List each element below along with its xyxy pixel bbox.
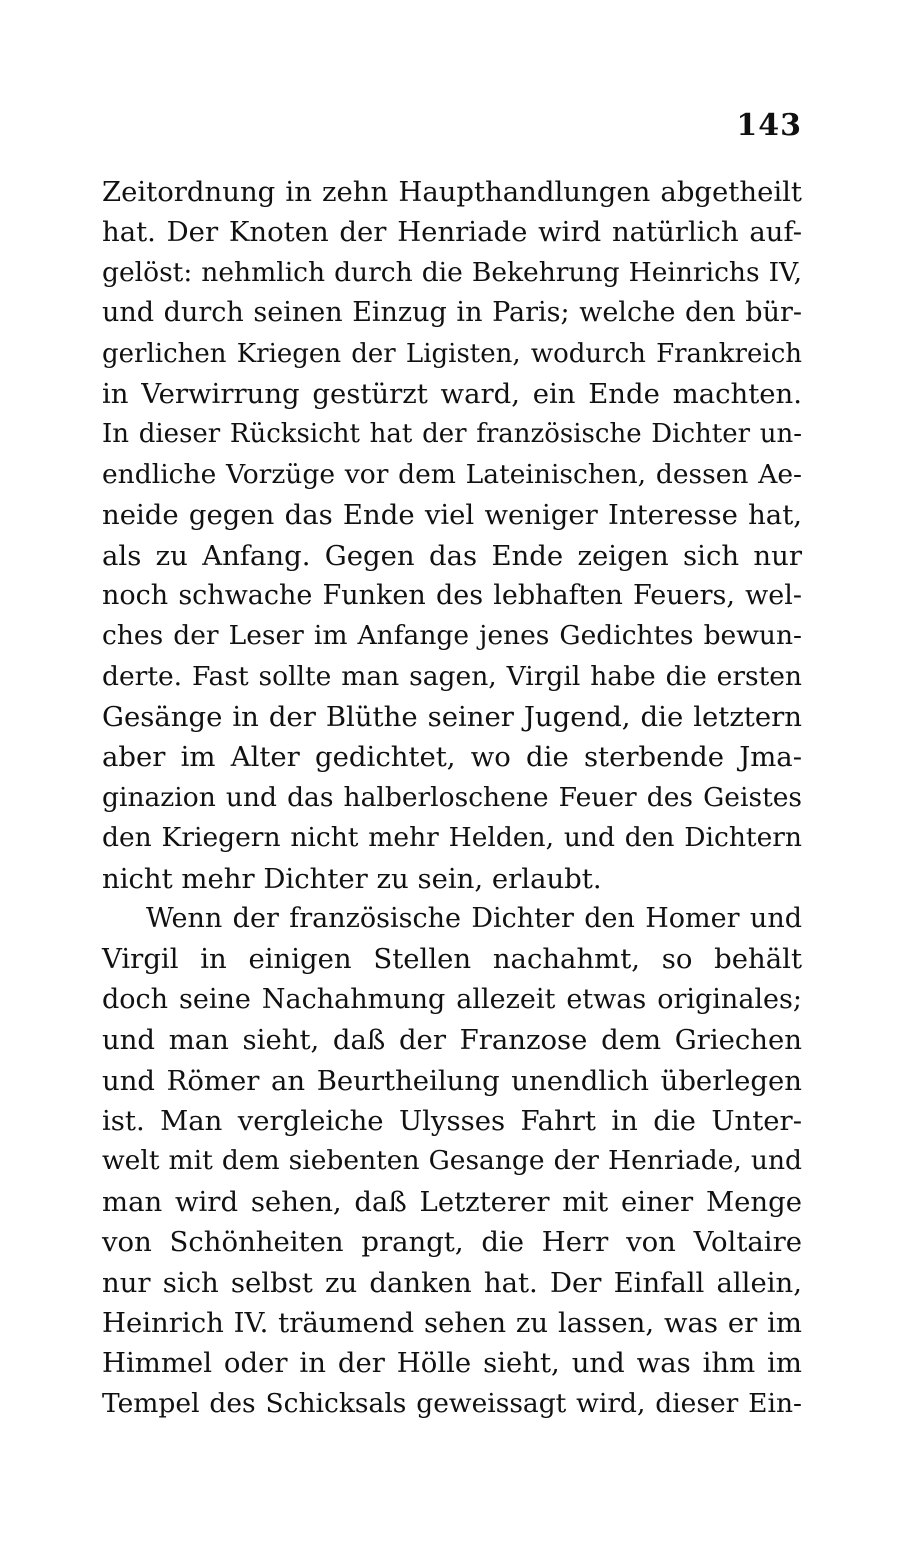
text-line: von Schönheiten prangt, die Herr von Voltaire bbox=[102, 1226, 802, 1259]
text-line: doch seine Nachahmung allezeit etwas originales; bbox=[102, 983, 802, 1015]
text-line: ginazion und das halberloschene Feuer des Geistes bbox=[102, 781, 802, 813]
text-line: den Kriegern nicht mehr Helden, und den Dichtern bbox=[102, 822, 802, 854]
text-line: hat. Der Knoten der Henriade wird natürlich auf- bbox=[102, 216, 802, 249]
text-line: als zu Anfang. Gegen das Ende zeigen sich nur bbox=[102, 539, 802, 572]
text-line: neide gegen das Ende viel weniger Interesse hat, bbox=[102, 499, 802, 532]
text-line: endliche Vorzüge vor dem Lateinischen, dessen Ae- bbox=[102, 458, 802, 490]
page-number: 143 bbox=[736, 108, 802, 143]
text-line: und Römer an Beurtheilung unendlich überlegen bbox=[102, 1064, 802, 1097]
paragraph-2 bbox=[102, 899, 802, 1424]
text-line: nur sich selbst zu danken hat. Der Einfall allein, bbox=[102, 1266, 802, 1299]
text-line: Virgil in einigen Stellen nachahmt, so behält bbox=[102, 943, 802, 976]
text-line: ist. Man vergleiche Ulysses Fahrt in die Unter- bbox=[102, 1104, 802, 1137]
text-line: man wird sehen, daß Letzterer mit einer Menge bbox=[102, 1185, 802, 1218]
text-line: Zeitordnung in zehn Haupthandlungen abgetheilt bbox=[102, 176, 802, 208]
text-line: In dieser Rücksicht hat der französische Dichter un- bbox=[102, 419, 802, 450]
text-line: gerlichen Kriegen der Ligisten, wodurch Frankreich bbox=[102, 338, 802, 369]
text-line: und durch seinen Einzug in Paris; welche den bür- bbox=[102, 297, 802, 329]
text-line: in Verwirrung gestürzt ward, ein Ende machten. bbox=[102, 377, 802, 410]
text-line: Wenn der französische Dichter den Homer und bbox=[146, 903, 802, 935]
text-line: Heinrich IV. träumend sehen zu lassen, was er im bbox=[102, 1306, 802, 1339]
text-line: welt mit dem siebenten Gesange der Henriade, und bbox=[102, 1145, 802, 1177]
text-line: Tempel des Schicksals geweissagt wird, dieser Ein- bbox=[102, 1387, 802, 1419]
text-line: gelöst: nehmlich durch die Bekehrung Heinrichs IV, bbox=[102, 256, 802, 288]
text-line: aber im Alter gedichtet, wo die sterbende Jma- bbox=[102, 741, 802, 774]
text-line: nicht mehr Dichter zu sein, erlaubt. bbox=[102, 862, 602, 895]
text-line: Himmel oder in der Hölle sieht, und was ihm im bbox=[102, 1347, 802, 1380]
text-line: ches der Leser im Anfange jenes Gedichtes bewun- bbox=[102, 620, 802, 652]
text-line: Gesänge in der Blüthe seiner Jugend, die letztern bbox=[102, 701, 802, 734]
text-line: derte. Fast sollte man sagen, Virgil habe die ersten bbox=[102, 660, 802, 692]
paragraph-1 bbox=[102, 172, 802, 899]
body-text bbox=[102, 172, 802, 1424]
text-line: und man sieht, daß der Franzose dem Griechen bbox=[102, 1024, 802, 1057]
text-line: noch schwache Funken des lebhaften Feuers, wel- bbox=[102, 579, 802, 611]
